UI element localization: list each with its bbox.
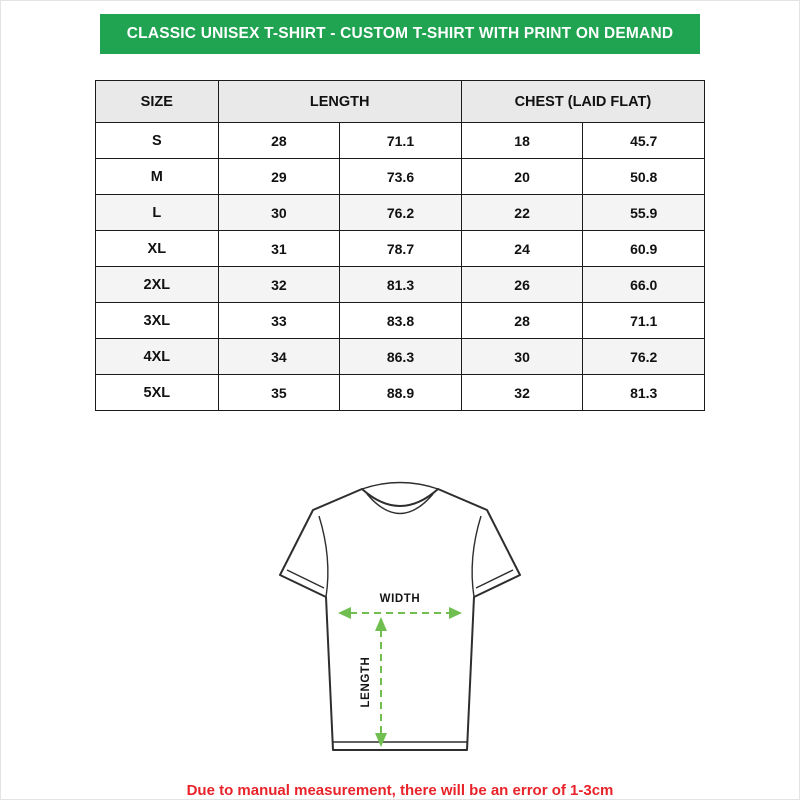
- size-chart-header: [96, 81, 705, 123]
- length-in-cell: 32: [218, 267, 340, 303]
- size-cell: L: [96, 195, 219, 231]
- table-row: [96, 267, 705, 303]
- length-label: LENGTH: [360, 656, 372, 708]
- length-cm-cell: 73.6: [340, 159, 462, 195]
- back-collar-line: [362, 483, 438, 490]
- measurement-diagram: [250, 453, 550, 768]
- size-cell: 2XL: [96, 267, 219, 303]
- size-cell: 4XL: [96, 339, 219, 375]
- table-row: [96, 339, 705, 375]
- col-header-chest: CHEST (LAID FLAT): [461, 81, 704, 123]
- chest-in-cell: 28: [461, 303, 583, 339]
- length-in-cell: 31: [218, 231, 340, 267]
- tshirt-diagram-icon: [250, 453, 550, 763]
- size-cell: XL: [96, 231, 219, 267]
- length-cm-cell: 71.1: [340, 123, 462, 159]
- chest-in-cell: 26: [461, 267, 583, 303]
- size-cell: S: [96, 123, 219, 159]
- chest-cm-cell: 45.7: [583, 123, 705, 159]
- chest-cm-cell: 81.3: [583, 375, 705, 411]
- chest-cm-cell: 55.9: [583, 195, 705, 231]
- length-in-cell: 28: [218, 123, 340, 159]
- chest-in-cell: 24: [461, 231, 583, 267]
- size-cell: M: [96, 159, 219, 195]
- size-chart-table: [95, 80, 705, 411]
- chest-in-cell: 18: [461, 123, 583, 159]
- width-label: WIDTH: [379, 593, 421, 605]
- chest-in-cell: 30: [461, 339, 583, 375]
- length-in-cell: 33: [218, 303, 340, 339]
- length-cm-cell: 76.2: [340, 195, 462, 231]
- length-cm-cell: 86.3: [340, 339, 462, 375]
- table-row: [96, 375, 705, 411]
- size-cell: 3XL: [96, 303, 219, 339]
- measurement-error-note: Due to manual measurement, there will be an error of 1-3cm: [186, 782, 614, 799]
- col-header-size: SIZE: [96, 81, 219, 123]
- length-in-cell: 30: [218, 195, 340, 231]
- table-row: [96, 123, 705, 159]
- length-in-cell: 29: [218, 159, 340, 195]
- size-cell: 5XL: [96, 375, 219, 411]
- length-cm-cell: 83.8: [340, 303, 462, 339]
- header-row: [96, 81, 705, 123]
- chest-cm-cell: 66.0: [583, 267, 705, 303]
- table-row: [96, 231, 705, 267]
- chest-cm-cell: 76.2: [583, 339, 705, 375]
- length-cm-cell: 88.9: [340, 375, 462, 411]
- chest-in-cell: 20: [461, 159, 583, 195]
- table-row: [96, 159, 705, 195]
- chest-cm-cell: 50.8: [583, 159, 705, 195]
- chest-cm-cell: 71.1: [583, 303, 705, 339]
- length-cm-cell: 81.3: [340, 267, 462, 303]
- length-in-cell: 34: [218, 339, 340, 375]
- table-row: [96, 195, 705, 231]
- length-in-cell: 35: [218, 375, 340, 411]
- chest-in-cell: 32: [461, 375, 583, 411]
- tshirt-outline: [280, 489, 520, 750]
- col-header-length: LENGTH: [218, 81, 461, 123]
- chest-in-cell: 22: [461, 195, 583, 231]
- table-row: [96, 303, 705, 339]
- chest-cm-cell: 60.9: [583, 231, 705, 267]
- page-title: CLASSIC UNISEX T-SHIRT - CUSTOM T-SHIRT WITH PRINT ON DEMAND: [100, 14, 700, 54]
- length-cm-cell: 78.7: [340, 231, 462, 267]
